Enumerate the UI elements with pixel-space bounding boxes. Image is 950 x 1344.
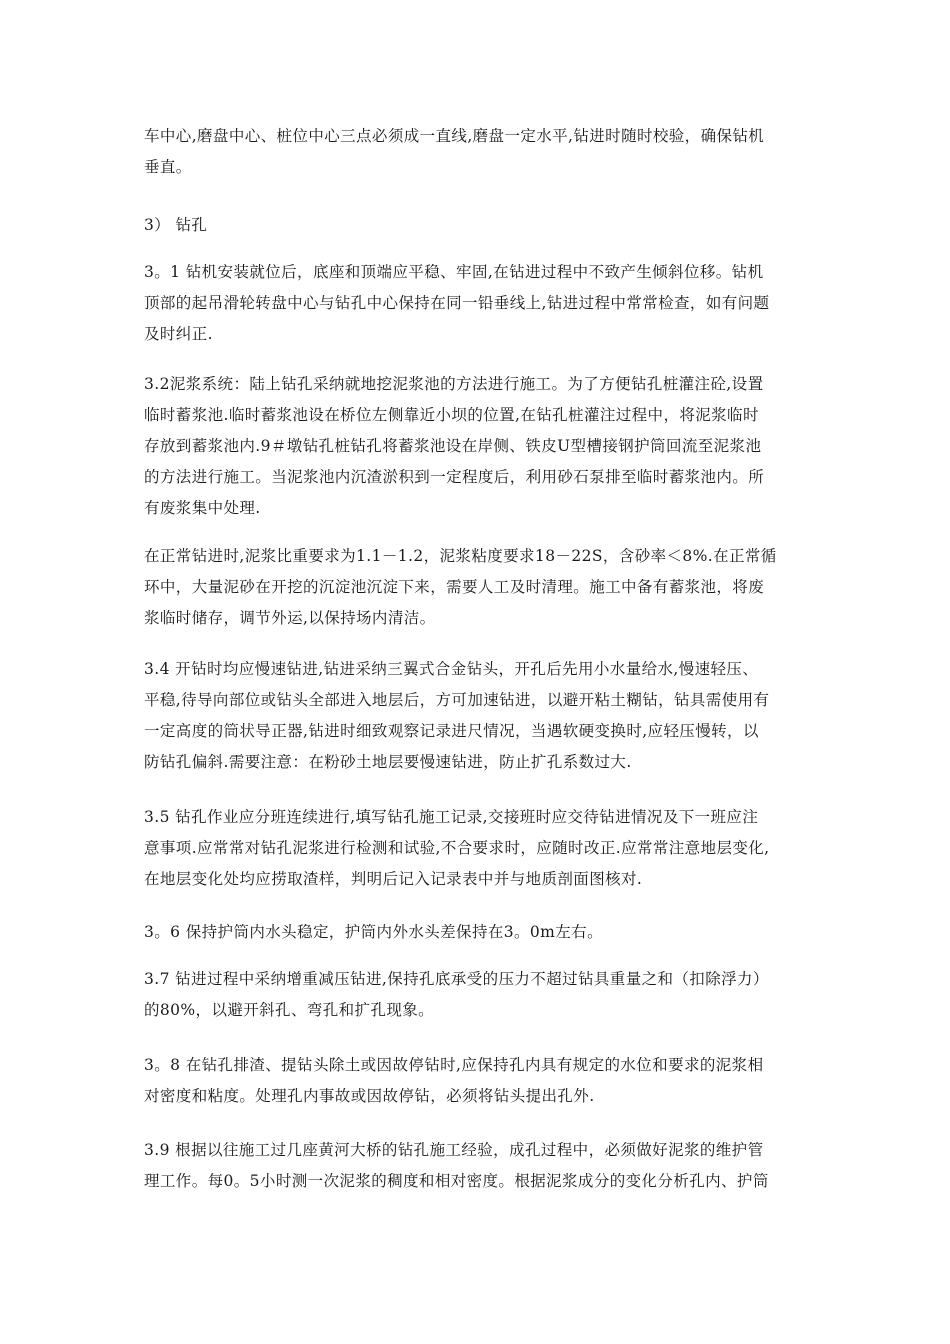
- paragraph-3-9: [144, 1135, 816, 1197]
- paragraph-3-6: [144, 917, 816, 948]
- text-line: 3.2泥浆系统：陆上钻孔采纳就地挖泥浆池的方法进行施工。为了方便钻孔桩灌注砼,设置: [144, 375, 764, 393]
- text-line: 防钻孔偏斜.需要注意：在粉砂土地层要慢速钻进，防止扩孔系数过大.: [144, 753, 632, 771]
- paragraph-3-7: [144, 964, 816, 1026]
- text-line: 对密度和粘度。处理孔内事故或因故停钻，必须将钻头提出孔外.: [144, 1087, 595, 1105]
- text-line: 3.5 钻孔作业应分班连续进行,填写钻孔施工记录,交接班时应交待钻进情况及下一班应注: [144, 808, 759, 826]
- text-line: 的80%，以避开斜孔、弯孔和扩孔现象。: [144, 1001, 435, 1019]
- text-line: 在地层变化处均应捞取渣样，判明后记入记录表中并与地质剖面图核对.: [144, 870, 643, 888]
- text-line: 顶部的起吊滑轮转盘中心与钻孔中心保持在同一铅垂线上,钻进过程中常常检查，如有问题: [144, 294, 770, 312]
- text-line: 3） 钻孔: [144, 216, 208, 234]
- text-line: 意事项.应常常对钻孔泥浆进行检测和试验,不合要求时，应随时改正.应常常注意地层变化,: [144, 839, 770, 857]
- text-line: 临时蓄浆池.临时蓄浆池设在桥位左侧靠近小坝的位置,在钻孔桩灌注过程中，将泥浆临时: [144, 406, 759, 424]
- text-line: 3.4 开钻时均应慢速钻进,钻进采纳三翼式合金钻头，开孔后先用小水量给水,慢速轻压、: [144, 660, 759, 678]
- text-line: 有废浆集中处理.: [144, 499, 261, 517]
- paragraph-3-5: [144, 802, 816, 895]
- text-line: 3。1 钻机安装就位后，底座和顶端应平稳、牢固,在钻进过程中不致产生倾斜位移。钻机: [144, 263, 764, 281]
- text-line: 的方法进行施工。当泥浆池内沉渣淤积到一定程度后，利用砂石泵排至临时蓄浆池内。所: [144, 468, 765, 486]
- text-line: 环中，大量泥砂在开挖的沉淀池沉淀下来，需要人工及时清理。施工中备有蓄浆池，将废: [144, 578, 765, 596]
- paragraph-mud-ratio: [144, 541, 816, 634]
- paragraph-3-2: [144, 369, 816, 524]
- paragraph-drill-alignment: [144, 121, 816, 183]
- paragraph-3-1: [144, 257, 816, 350]
- text-line: 及时纠正.: [144, 325, 213, 343]
- text-line: 平稳,待导向部位或钻头全部进入地层后，方可加速钻进，以避开粘土糊钻，钻具需使用有: [144, 691, 770, 709]
- text-line: 一定高度的筒状导正器,钻进时细致观察记录进尺情况，当遇软硬变换时,应轻压慢转，以: [144, 722, 759, 740]
- text-line: 3.9 根据以往施工过几座黄河大桥的钻孔施工经验，成孔过程中，必须做好泥浆的维护管: [144, 1141, 764, 1159]
- text-line: 浆临时储存，调节外运,以保持场内清洁。: [144, 609, 436, 627]
- text-line: 在正常钻进时,泥浆比重要求为1.1－1.2，泥浆粘度要求18－22S，含砂率＜8%.在正常循: [144, 547, 777, 565]
- text-line: 垂直。: [144, 158, 192, 176]
- text-line: 3。6 保持护筒内水头稳定，护筒内外水头差保持在3。0m左右。: [144, 923, 603, 941]
- paragraph-3-4: [144, 654, 816, 778]
- text-line: 3.7 钻进过程中采纳增重减压钻进,保持孔底承受的压力不超过钻具重量之和（扣除浮力）: [144, 970, 769, 988]
- section-heading-drilling: [144, 210, 816, 241]
- text-line: 3。8 在钻孔排渣、提钻头除土或因故停钻时,应保持孔内具有规定的水位和要求的泥浆相: [144, 1056, 764, 1074]
- paragraph-3-8: [144, 1050, 816, 1112]
- text-line: 车中心,磨盘中心、桩位中心三点必须成一直线,磨盘一定水平,钻进时随时校验，确保钻机: [144, 127, 765, 145]
- text-line: 理工作。每0。5小时测一次泥浆的稠度和相对密度。根据泥浆成分的变化分析孔内、护筒: [144, 1172, 769, 1190]
- text-line: 存放到蓄浆池内.9＃墩钻孔桩钻孔将蓄浆池设在岸侧、铁皮U型槽接钢护筒回流至泥浆池: [144, 437, 762, 455]
